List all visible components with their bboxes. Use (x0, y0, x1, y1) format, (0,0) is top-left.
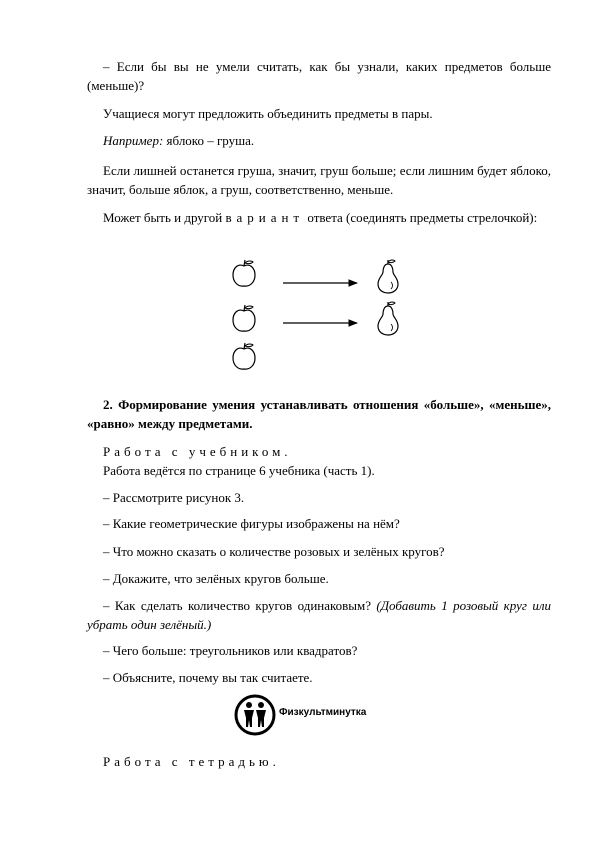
question-5-answer: (Добавить 1 розовый круг или убрать один зелёный.) (87, 598, 551, 632)
paragraph-question-count: – Если бы вы не умели считать, как бы узнали, каких предметов больше (меньше)? (87, 59, 551, 93)
exercise-figures-icon (233, 693, 277, 737)
question-5-text: – Как сделать количество кругов одинаковым? (103, 598, 372, 613)
question-5 (87, 596, 551, 634)
question-3: – Что можно сказать о количестве розовых и зелёных кругов? (103, 544, 445, 559)
example-text: яблоко – груша. (163, 133, 255, 148)
question-2: – Какие геометрические фигуры изображены на нём? (103, 516, 400, 531)
work-textbook-title: Работа с учебником. (103, 444, 292, 459)
paragraph-example (87, 131, 551, 150)
example-label: Например: (103, 133, 164, 148)
work-textbook-line: Работа ведётся по странице 6 учебника (часть 1). (103, 463, 375, 478)
apple-icon (233, 343, 255, 369)
paragraph-pairs: Учащиеся могут предложить объединить предметы в пары. (103, 106, 433, 121)
paragraph-leftover: Если лишней останется груша, значит, груш больше; если лишним будет яблоко, значит, больше яблок, а груш, соответственно, меньше. (87, 163, 551, 197)
apple-icon (233, 260, 255, 286)
fizminutka-label: Физкультминутка (279, 707, 367, 718)
pear-icon (378, 260, 398, 293)
question-4: – Докажите, что зелёных кругов больше. (103, 571, 329, 586)
question-6: – Чего больше: треугольников или квадратов? (103, 643, 358, 658)
question-1: – Рассмотрите рисунок 3. (103, 490, 245, 505)
work-notebook-title: Работа с тетрадью. (103, 754, 280, 769)
variant-spaced-word: вариант (225, 210, 305, 225)
variant-text-a: Может быть и другой (103, 210, 226, 225)
section-2-heading: 2. Формирование умения устанавливать отношения «больше», «меньше», «равно» между предметами. (87, 397, 551, 431)
pear-icon (378, 302, 398, 335)
paragraph-variant (87, 208, 551, 227)
fizminutka-banner (233, 693, 393, 737)
question-7: – Объясните, почему вы так считаете. (103, 670, 313, 685)
apple-icon (233, 305, 255, 331)
apples-pears-figure (225, 256, 405, 380)
variant-text-b: ответа (соединять предметы стрелочкой): (304, 210, 538, 225)
